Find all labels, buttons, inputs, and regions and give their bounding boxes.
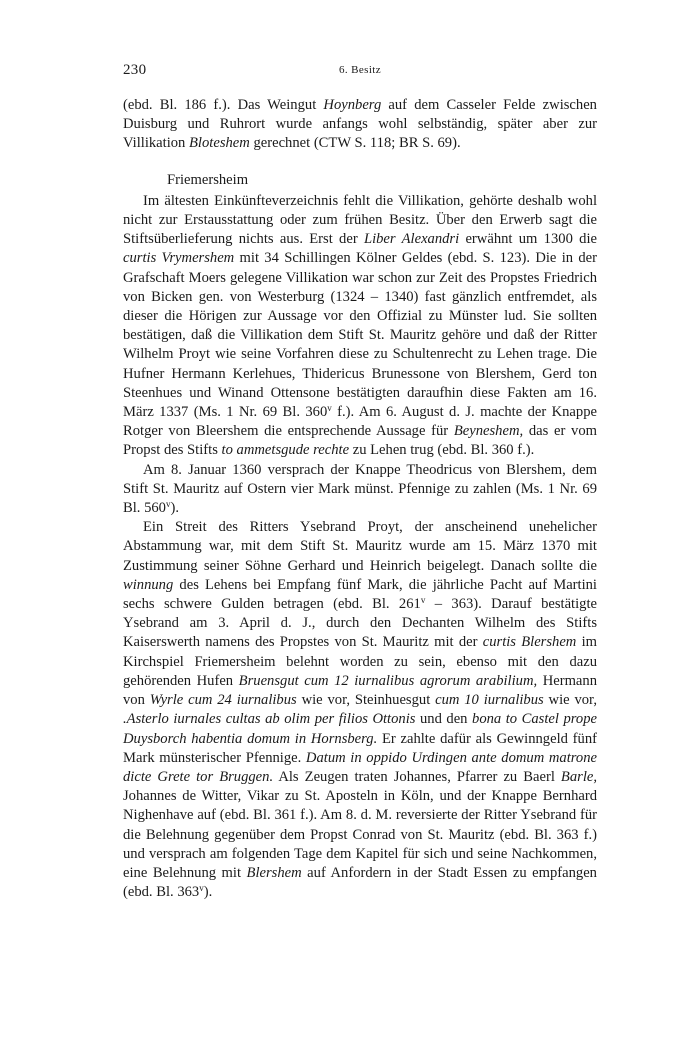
running-header	[123, 62, 597, 82]
paragraph-continuation: (ebd. Bl. 186 f.). Das Weingut Hoynberg auf dem Casseler Felde zwischen Duisburg und Ruhrort wurde anfangs wohl selbständig, später aber zur Villikation Bloteshem gerechnet (CTW S. 118; BR S. 69).	[123, 97, 597, 152]
paragraph: Am 8. Januar 1360 versprach der Knappe Theodricus von Blershem, dem Stift St. Mauritz auf Ostern vier Mark münst. Pfennige zu zahlen (Ms. 1 Nr. 69 Bl. 560$^v$).	[123, 461, 597, 517]
paragraph: Ein Streit des Ritters Ysebrand Proyt, der anscheinend unehelicher Abstammung war, mit dem Stift St. Mauritz wurde am 15. März 1370 mit Zustimmung seiner Söhne Gerhard und Heinrich beigelegt. Danach sollte die winnung des Lehens bei Empfang fünf Mark, die jährliche Pacht auf Martini sechs schwere Gulden betragen (ebd. Bl. 261$^v$ – 363). Darauf bestätigte Ysebrand am 3. April d. J., durch den Dechanten Wilhelm des Stifts Kaiserswerth namens des Propstes von St. Mauritz mit der curtis Blershem im Kirchspiel Friemersheim belehnt worden zu sein, ebenso mit den dazu gehörenden Hufen Bruensgut cum 12 iurnalibus agrorum arabilium, Hermann von Wyrle cum 24 iurnalibus wie vor, Steinhuesgut cum 10 iurnalibus wie vor, .Asterlo iurnales cultas ab olim per filios Ottonis und den bona to Castel prope Duysborch habentia domum in Hornsberg. Er zahlte dafür als Gewinngeld fünf Mark münsterischer Pfennige. Datum in oppido Urdingen ante domum matrone dicte Grete tor Bruggen. Als Zeugen traten Johannes, Pfarrer zu Baerl Barle, Johannes de Witter, Vikar zu St. Aposteln in Köln, und der Knappe Bernhard Nighenhave auf (ebd. Bl. 361 f.). Am 8. d. M. reversierte der Ritter Ysebrand für die Belehnung gegenüber dem Propst Conrad von St. Mauritz (ebd. Bl. 363 f.) und versprach am folgenden Tage dem Kapitel für sich und seine Nachkommen, eine Belehnung mit Blershem auf Anfordern in der Stadt Essen zu empfangen (ebd. Bl. 363$^v$).	[123, 519, 597, 901]
chapter-title: 6. Besitz	[338, 64, 382, 76]
paragraph: Im ältesten Einkünfteverzeichnis fehlt die Villikation, gehörte deshalb wohl nicht zur Erstausstattung oder zum frühen Besitz. Über den Erwerb sagt die Stiftsüberlieferung nichts aus. Erst der Liber Alexandri erwähnt um 1300 die curtis Vrymershem mit 34 Schillingen Kölner Geldes (ebd. S. 123). Die in der Grafschaft Moers gelegene Villikation war schon zur Zeit des Propstes Friedrich von Bicken gen. von Westerburg (1324 – 1340) fast gänzlich entfremdet, als dieser die Hörigen zur Aussage vor den Offizial zu Münster lud. Sie sollten bestätigen, daß die Villikation dem Stift St. Mauritz gehöre und daß der Ritter Wilhelm Proyt wie seine Vorfahren diese zu Schultenrecht zu Lehen trage. Die Hufner Hermann Kerlehues, Thidericus Brunessone von Blershem, Gerd ton Steenhues und Winand Ottensone bestätigten daraufhin diese Fakten am 16. März 1337 (Ms. 1 Nr. 69 Bl. 360$^v$ f.). Am 6. August d. J. machte der Knappe Rotger von Bleershem die entsprechende Aussage für Beyneshem, das er vom Propst des Stifts to ammetsgude rechte zu Lehen trug (ebd. Bl. 360 f.).	[123, 192, 597, 459]
page-number: 230	[123, 62, 147, 78]
body-text	[123, 96, 597, 902]
section-heading: Friemersheim	[167, 171, 249, 188]
